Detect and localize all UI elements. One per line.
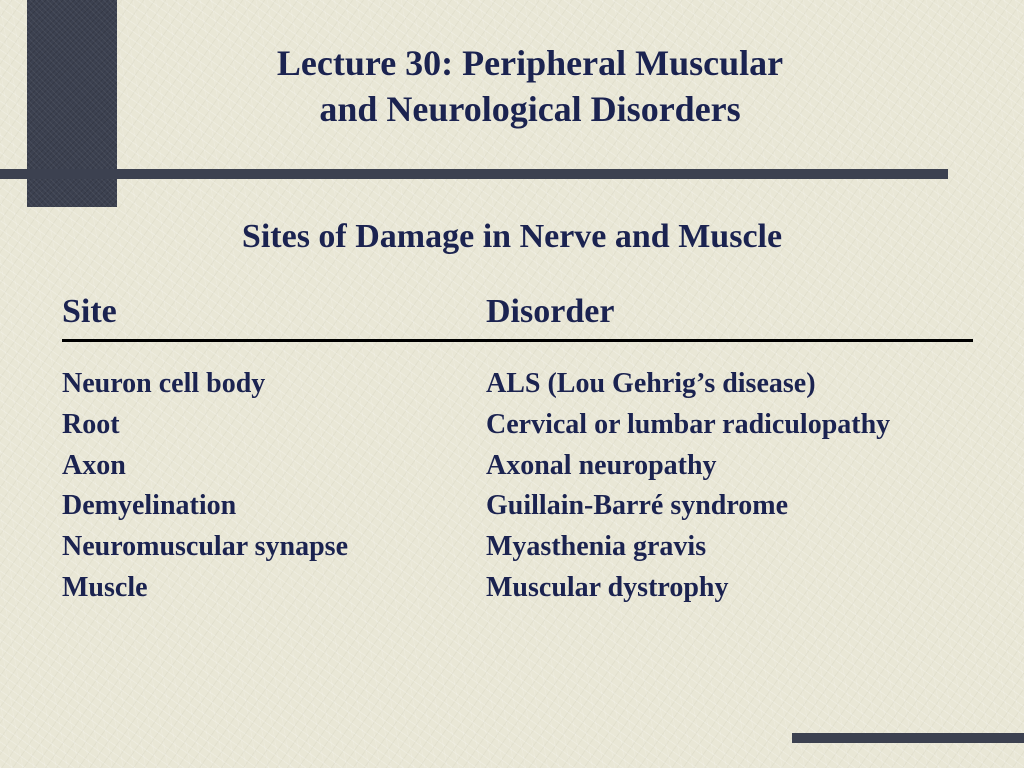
- disorder-cell: Muscular dystrophy: [486, 571, 729, 603]
- slide-subtitle: Sites of Damage in Nerve and Muscle: [241, 218, 783, 255]
- column-header-disorder: Disorder: [486, 293, 615, 330]
- table-row: [62, 364, 992, 405]
- site-cell: Demyelination: [62, 490, 237, 522]
- table-row: [62, 527, 992, 568]
- slide-title-line-1: Lecture 30: Peripheral Muscular: [276, 43, 784, 83]
- table-row: [62, 486, 992, 527]
- header-underline: [62, 339, 973, 342]
- column-header-site: Site: [62, 293, 117, 330]
- footer-accent-rule: [792, 733, 1024, 743]
- disorder-cell: Myasthenia gravis: [486, 531, 707, 563]
- table-row: [62, 568, 992, 609]
- slide-title: [130, 40, 930, 132]
- disorder-cell: Cervical or lumbar radiculopathy: [486, 408, 891, 440]
- site-cell: Neuromuscular synapse: [62, 531, 349, 563]
- title-divider-rule: [0, 169, 948, 179]
- site-disorder-table: [62, 364, 992, 609]
- site-cell: Muscle: [62, 571, 148, 603]
- site-cell: Axon: [62, 449, 126, 481]
- site-cell: Neuron cell body: [62, 368, 266, 399]
- site-cell: Root: [62, 408, 120, 440]
- disorder-cell: Guillain-Barré syndrome: [486, 490, 789, 522]
- table-row: [62, 405, 992, 446]
- slide-title-line-2: and Neurological Disorders: [319, 89, 741, 129]
- disorder-cell: ALS (Lou Gehrig’s disease): [486, 368, 816, 399]
- table-row: [62, 446, 992, 487]
- disorder-cell: Axonal neuropathy: [486, 449, 717, 481]
